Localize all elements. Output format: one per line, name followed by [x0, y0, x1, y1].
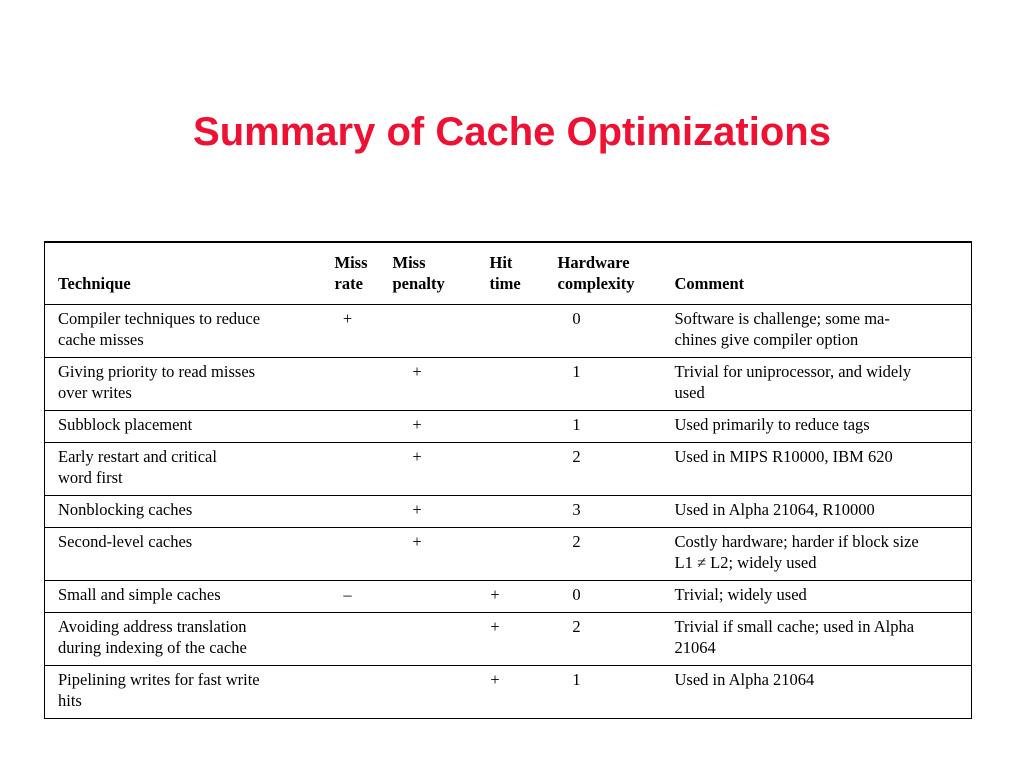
- cell-miss-penalty: [389, 666, 476, 719]
- cell-technique: Avoiding address translation during indexing of the cache: [45, 613, 325, 666]
- cell-hit-time: [476, 443, 545, 496]
- cell-miss-penalty: [389, 613, 476, 666]
- cell-miss-penalty: +: [389, 528, 476, 581]
- cell-hit-time: [476, 305, 545, 358]
- cell-miss-penalty: +: [389, 496, 476, 528]
- header-hit-time: Hit time: [476, 242, 545, 305]
- cell-hardware-complexity: 0: [545, 305, 667, 358]
- cell-miss-rate: –: [325, 581, 389, 613]
- cell-hardware-complexity: 1: [545, 411, 667, 443]
- cell-miss-rate: [325, 528, 389, 581]
- cell-miss-rate: [325, 496, 389, 528]
- cell-technique: Early restart and critical word first: [45, 443, 325, 496]
- cell-technique: Small and simple caches: [45, 581, 325, 613]
- cell-comment: Costly hardware; harder if block size L1 ≠ L2; widely used: [667, 528, 972, 581]
- cell-technique: Giving priority to read misses over writes: [45, 358, 325, 411]
- cache-optimizations-table: [44, 241, 972, 719]
- cell-comment: Trivial; widely used: [667, 581, 972, 613]
- cell-hardware-complexity: 3: [545, 496, 667, 528]
- cell-hit-time: [476, 358, 545, 411]
- cell-comment: Used in MIPS R10000, IBM 620: [667, 443, 972, 496]
- cell-miss-rate: [325, 443, 389, 496]
- cell-hit-time: +: [476, 613, 545, 666]
- cell-miss-rate: +: [325, 305, 389, 358]
- cell-comment: Trivial if small cache; used in Alpha 21064: [667, 613, 972, 666]
- cell-comment: Software is challenge; some ma- chines give compiler option: [667, 305, 972, 358]
- table-row: [45, 358, 972, 411]
- cell-comment: Trivial for uniprocessor, and widely used: [667, 358, 972, 411]
- cell-miss-rate: [325, 613, 389, 666]
- header-comment: Comment: [667, 242, 972, 305]
- cell-technique: Second-level caches: [45, 528, 325, 581]
- table-row: [45, 613, 972, 666]
- cell-miss-rate: [325, 411, 389, 443]
- cell-comment: Used in Alpha 21064, R10000: [667, 496, 972, 528]
- slide-title: Summary of Cache Optimizations: [193, 110, 831, 154]
- cell-hit-time: [476, 528, 545, 581]
- table-row: [45, 411, 972, 443]
- cell-hardware-complexity: 2: [545, 443, 667, 496]
- header-miss-penalty: Miss penalty: [389, 242, 476, 305]
- cell-hardware-complexity: 1: [545, 358, 667, 411]
- table-row: [45, 305, 972, 358]
- table-container: [44, 241, 971, 719]
- cell-miss-penalty: [389, 305, 476, 358]
- cell-comment: Used primarily to reduce tags: [667, 411, 972, 443]
- header-technique: Technique: [45, 242, 325, 305]
- cell-technique: Subblock placement: [45, 411, 325, 443]
- table-header: [45, 242, 972, 305]
- table-body: [45, 305, 972, 719]
- cell-technique: Nonblocking caches: [45, 496, 325, 528]
- cell-hardware-complexity: 1: [572, 670, 581, 689]
- cell-hardware-complexity: 2: [545, 613, 667, 666]
- table-row: [45, 443, 972, 496]
- table-row: [45, 581, 972, 613]
- cell-miss-penalty: +: [389, 411, 476, 443]
- cell-miss-rate: [325, 358, 389, 411]
- header-hardware-complexity: Hardware complexity: [545, 242, 667, 305]
- cell-miss-penalty: [389, 581, 476, 613]
- table-row: [45, 496, 972, 528]
- cell-hardware-complexity: 0: [545, 581, 667, 613]
- cell-hit-time: +: [490, 670, 500, 689]
- cell-miss-penalty: +: [389, 358, 476, 411]
- cell-hit-time: [476, 411, 545, 443]
- header-miss-rate: Miss rate: [325, 242, 389, 305]
- cell-hit-time: +: [476, 581, 545, 613]
- cell-miss-rate: [325, 666, 389, 719]
- cell-hit-time: [476, 496, 545, 528]
- cell-hardware-complexity: 2: [545, 528, 667, 581]
- cell-comment: Used in Alpha 21064: [674, 670, 815, 689]
- header-row: [45, 242, 972, 305]
- cell-miss-penalty: +: [389, 443, 476, 496]
- cell-technique: Compiler techniques to reduce cache misses: [45, 305, 325, 358]
- table-row: [45, 666, 972, 719]
- table-row: [45, 528, 972, 581]
- cell-technique: Pipelining writes for fast write hits: [58, 670, 260, 710]
